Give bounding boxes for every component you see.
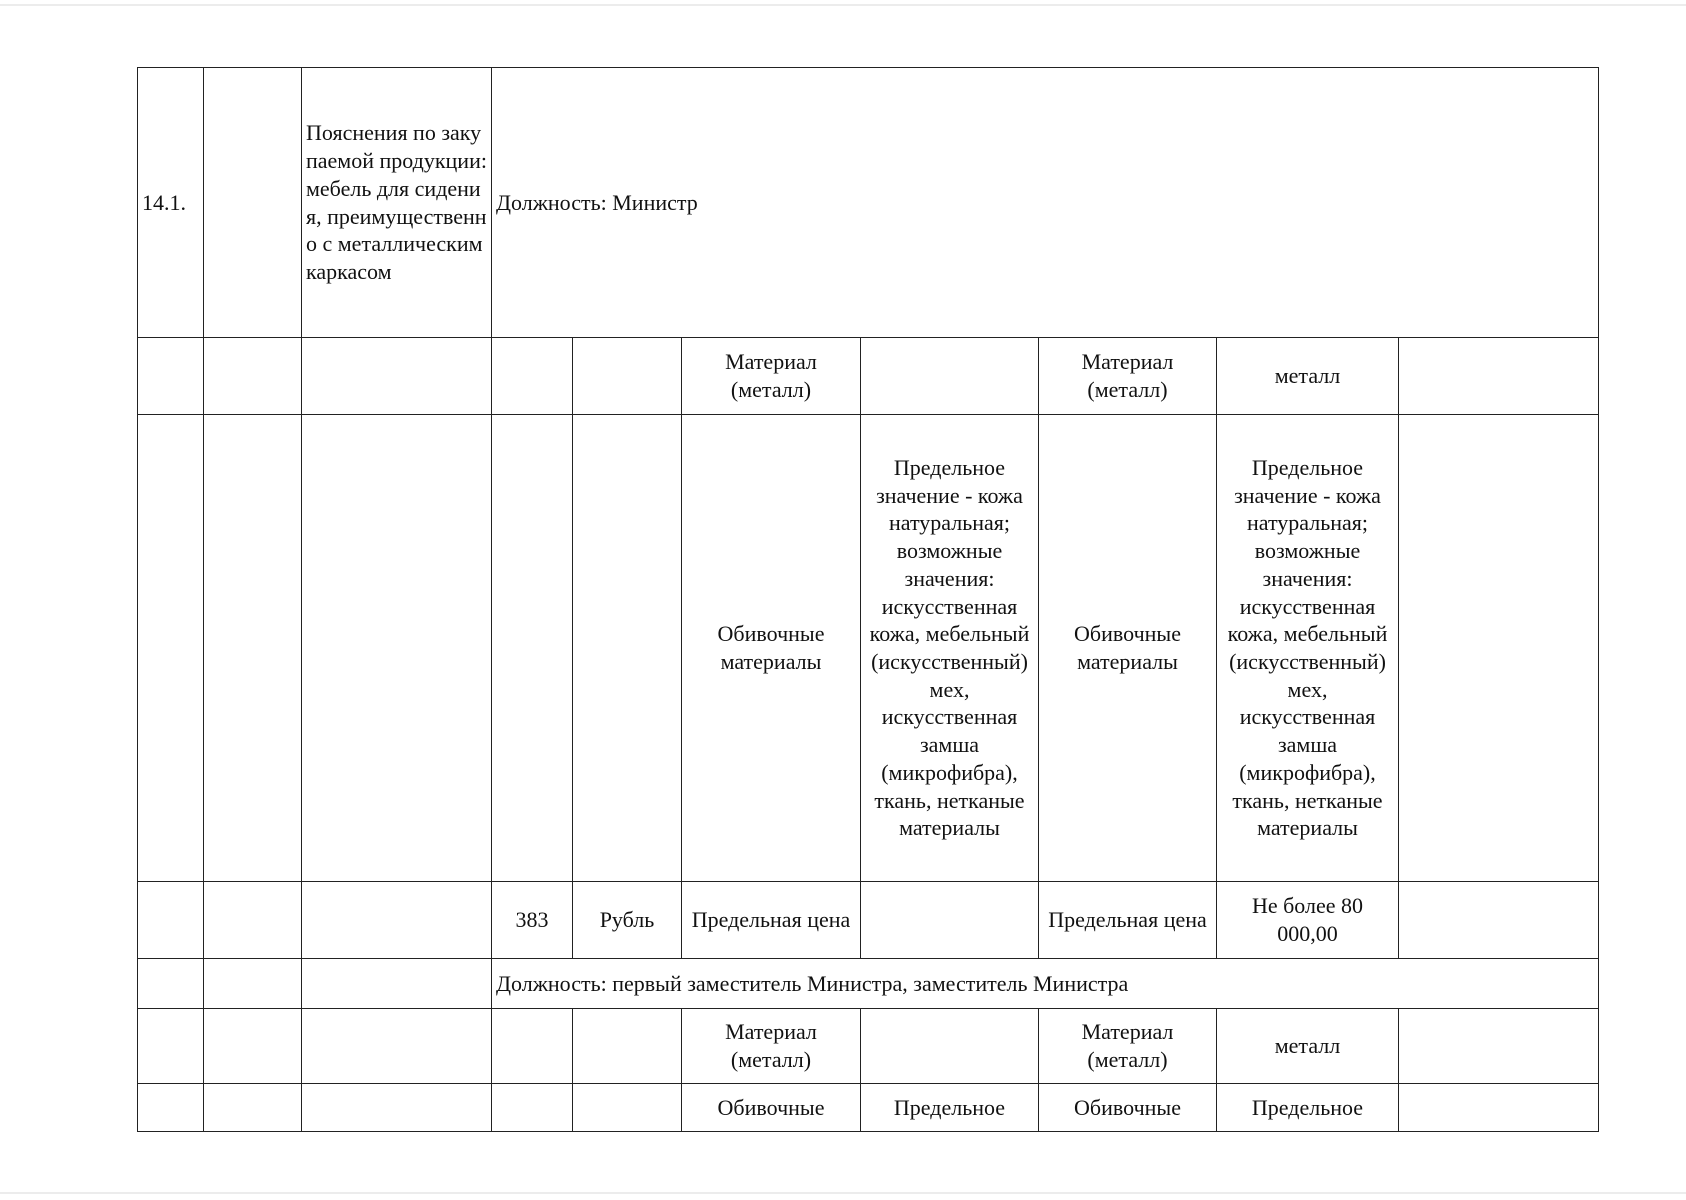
empty-cell [492,415,573,882]
empty-cell [573,338,682,415]
empty-cell [302,1009,492,1084]
empty-cell [138,1084,204,1132]
characteristic-value: Предельное значение - кожа натуральная; возможные значения: искусственная кожа, мебельный (искусственный) мех, искусственная замша (микрофибра), ткань, нетканые материалы [1217,415,1399,882]
empty-cell [1399,882,1599,959]
table-row [138,68,1599,338]
empty-cell [302,415,492,882]
product-description: Пояснения по закупаемой продукции: мебель для сидения, преимущественно с металлическим каркасом [302,68,492,338]
table-row [138,1084,1599,1132]
empty-cell [1399,1084,1599,1132]
empty-cell [204,68,302,338]
characteristic-name: Материал (металл) [1039,1009,1217,1084]
empty-cell [204,1009,302,1084]
empty-cell [302,882,492,959]
empty-cell [1399,415,1599,882]
table-row [138,959,1599,1009]
empty-cell [204,415,302,882]
characteristic-value: Не более 80 000,00 [1217,882,1399,959]
characteristic-value: металл [1217,1009,1399,1084]
position-title: Должность: Министр [492,68,1599,338]
characteristic-name: Обивочные материалы [1039,415,1217,882]
empty-cell [1399,338,1599,415]
characteristic-name: Обивочные [682,1084,861,1132]
characteristic-name: Предельная цена [682,882,861,959]
okei-code: 383 [492,882,573,959]
empty-cell [573,1009,682,1084]
scan-artifact-bottom [0,1192,1686,1194]
characteristic-value: Предельное [1217,1084,1399,1132]
product-requirements-table [137,67,1599,1132]
table-row [138,882,1599,959]
characteristic-value: Предельное значение - кожа натуральная; возможные значения: искусственная кожа, мебельный (искусственный) мех, искусственная замша (микрофибра), ткань, нетканые материалы [861,415,1039,882]
empty-cell [204,882,302,959]
empty-cell [302,338,492,415]
characteristic-name: Материал (металл) [682,1009,861,1084]
empty-cell [204,338,302,415]
characteristic-name: Обивочные [1039,1084,1217,1132]
empty-cell [138,959,204,1009]
empty-cell [302,959,492,1009]
empty-cell [1399,1009,1599,1084]
empty-cell [573,415,682,882]
position-title: Должность: первый заместитель Министра, заместитель Министра [492,959,1599,1009]
empty-cell [138,882,204,959]
characteristic-value: металл [1217,338,1399,415]
empty-cell [492,1084,573,1132]
empty-cell [861,1009,1039,1084]
characteristic-value: Предельное [861,1084,1039,1132]
empty-cell [861,338,1039,415]
empty-cell [138,338,204,415]
document-page [137,67,1598,1131]
empty-cell [492,1009,573,1084]
characteristic-name: Материал (металл) [1039,338,1217,415]
empty-cell [204,959,302,1009]
characteristic-name: Материал (металл) [682,338,861,415]
table-row [138,338,1599,415]
unit-name: Рубль [573,882,682,959]
empty-cell [138,415,204,882]
empty-cell [573,1084,682,1132]
table-row [138,415,1599,882]
empty-cell [138,1009,204,1084]
scan-artifact-top [0,4,1686,6]
empty-cell [204,1084,302,1132]
table-row [138,1009,1599,1084]
empty-cell [302,1084,492,1132]
characteristic-name: Обивочные материалы [682,415,861,882]
empty-cell [861,882,1039,959]
row-number: 14.1. [138,68,204,338]
empty-cell [492,338,573,415]
characteristic-name: Предельная цена [1039,882,1217,959]
